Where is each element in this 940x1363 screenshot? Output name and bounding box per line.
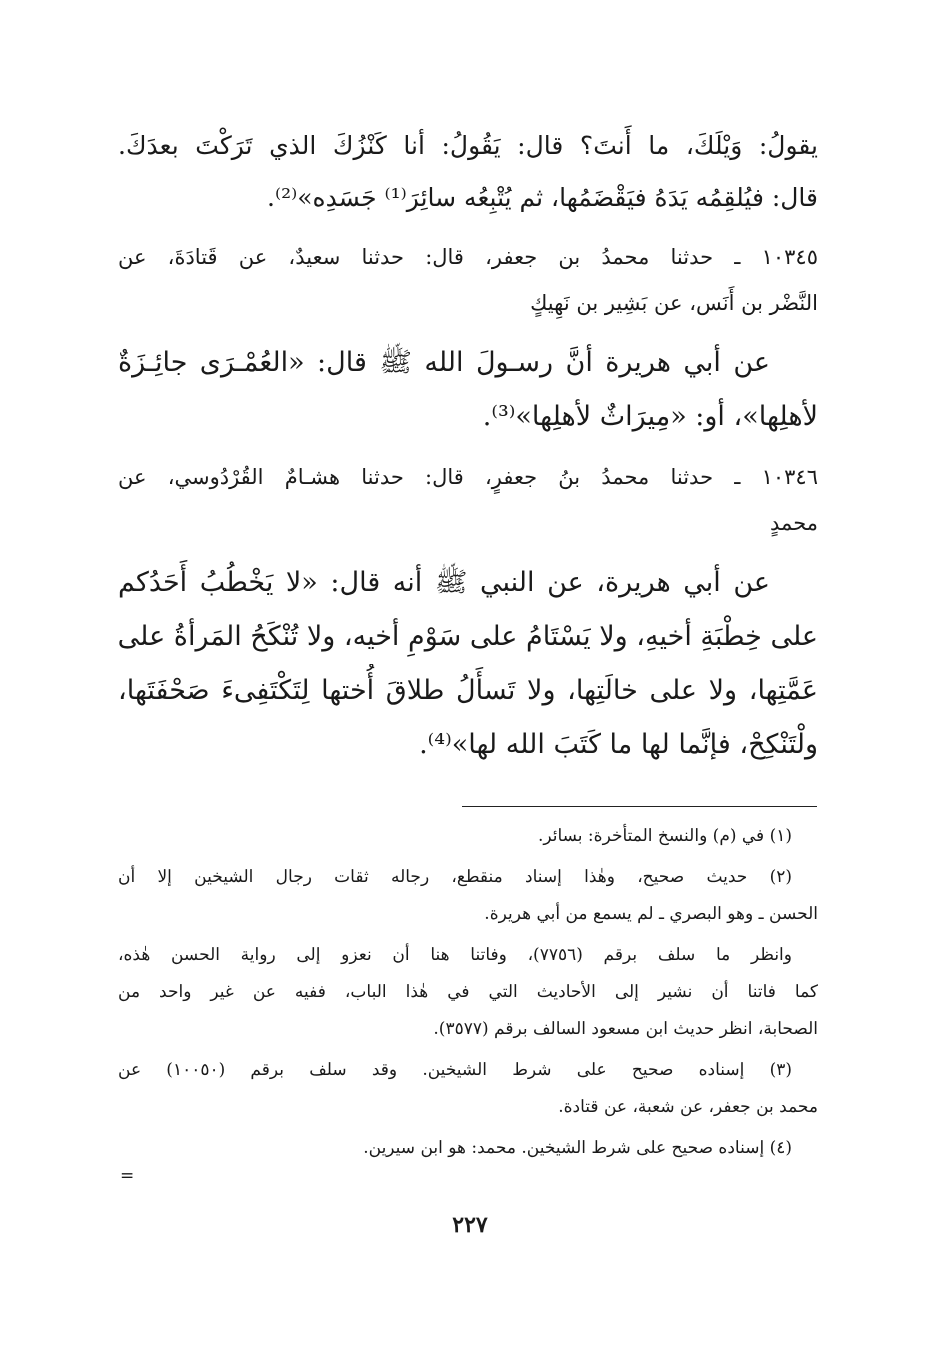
footnote-3-line: محمد بن جعفر، عن شعبة، عن قتادة. [558, 1097, 818, 1117]
hadith-10346-matn [118, 556, 818, 772]
page-number: ٢٢٧ [452, 1212, 488, 1238]
matn-line: عن أبي هريرة أنَّ رسـولَ الله ﷺ قال: «العُمْـرَى جائِـزَةٌ [118, 347, 770, 378]
intro-paragraph [118, 120, 818, 224]
matn-line: ولْتَنْكِحْ، فإنَّما لها ما كَتَبَ الله لها»⁽⁴⁾. [419, 729, 818, 760]
footnote-4: (٤) إسناده صحيح على شرط الشيخين. محمد: هو ابن سيرين. [363, 1138, 792, 1158]
text-line: قال: فيُلقِمُه يَدَهُ فيَقْضَمُها، ثم يُتْبِعُه سائِرَ⁽¹⁾ جَسَدِه»⁽²⁾. [267, 183, 818, 212]
isnad-line: النَّضْر بن أَنَس، عن بَشِير بن نَهِيكٍ [530, 291, 818, 315]
main-text [118, 120, 818, 782]
hadith-10346-isnad [118, 454, 818, 546]
isnad-line: ١٠٣٤٦ ـ حدثنا محمدُ بنُ جعفرٍ، قال: حدثنا هشـامٌ القُرْدُوسي، عن [118, 465, 818, 489]
footnote-2-line: (٢) حديث صحيح، وهٰذا إسناد منقطع، رجاله ثقات رجال الشيخين إلا أن [118, 867, 792, 887]
footnote-3-line: (٣) إسناده صحيح على شرط الشيخين. وقد سلف برقم (١٠٠٥٠) عن [118, 1060, 792, 1080]
hadith-10345-isnad [118, 234, 818, 326]
footnote-2-line: الحسن ـ وهو البصري ـ لم يسمع من أبي هريرة. [484, 904, 818, 924]
matn-line: عَمَّتِها، ولا على خالَتِها، ولا تَسأَلُ طلاقَ أُختها لِتَكْتَفِىءَ صَحْفَتَها، [118, 675, 818, 706]
text-line: يقولُ: وَيْلَكَ، ما أَنتَ؟ قال: يَقُولُ: أنا كَنْزُكَ الذي تَرَكْتَ بعدَكَ. [118, 131, 818, 160]
isnad-line: محمدٍ [770, 511, 818, 535]
isnad-line: ١٠٣٤٥ ـ حدثنا محمدُ بن جعفر، قال: حدثنا سعيدٌ، عن قَتادَةَ، عن [118, 245, 818, 269]
footnote-1: (١) في (م) والنسخ المتأخرة: بسائر. [537, 826, 792, 846]
footnote-separator [462, 806, 817, 807]
footnote-2-cont-line: الصحابة، انظر حديث ابن مسعود السالف برقم (٣٥٧٧). [433, 1019, 818, 1039]
matn-line: على خِطْبَةِ أخيهِ، ولا يَسْتَامُ على سَوْمِ أخيه، ولا تُنْكَحُ المَرأةُ على [118, 621, 818, 652]
matn-line: عن أبي هريرة، عن النبي ﷺ أنه قال: «لا يَخْطُبُ أَحَدُكم [118, 567, 770, 598]
continuation-mark: = [120, 1166, 135, 1186]
footnote-2-cont-line: وانظر ما سلف برقم (٧٧٥٦)، وفاتنا هنا أن نعزو إلى رواية الحسن هٰذه، [118, 945, 792, 965]
matn-line: لأهلِها»، أو: «مِيرَاثٌ لأهلِها»⁽³⁾. [482, 401, 818, 432]
hadith-10345-matn [118, 336, 818, 444]
footnote-2-cont-line: كما فاتنا أن نشير إلى الأحاديث التي في هٰذا الباب، ففيه عن غير واحد من [118, 982, 818, 1002]
footnotes [118, 818, 818, 1167]
